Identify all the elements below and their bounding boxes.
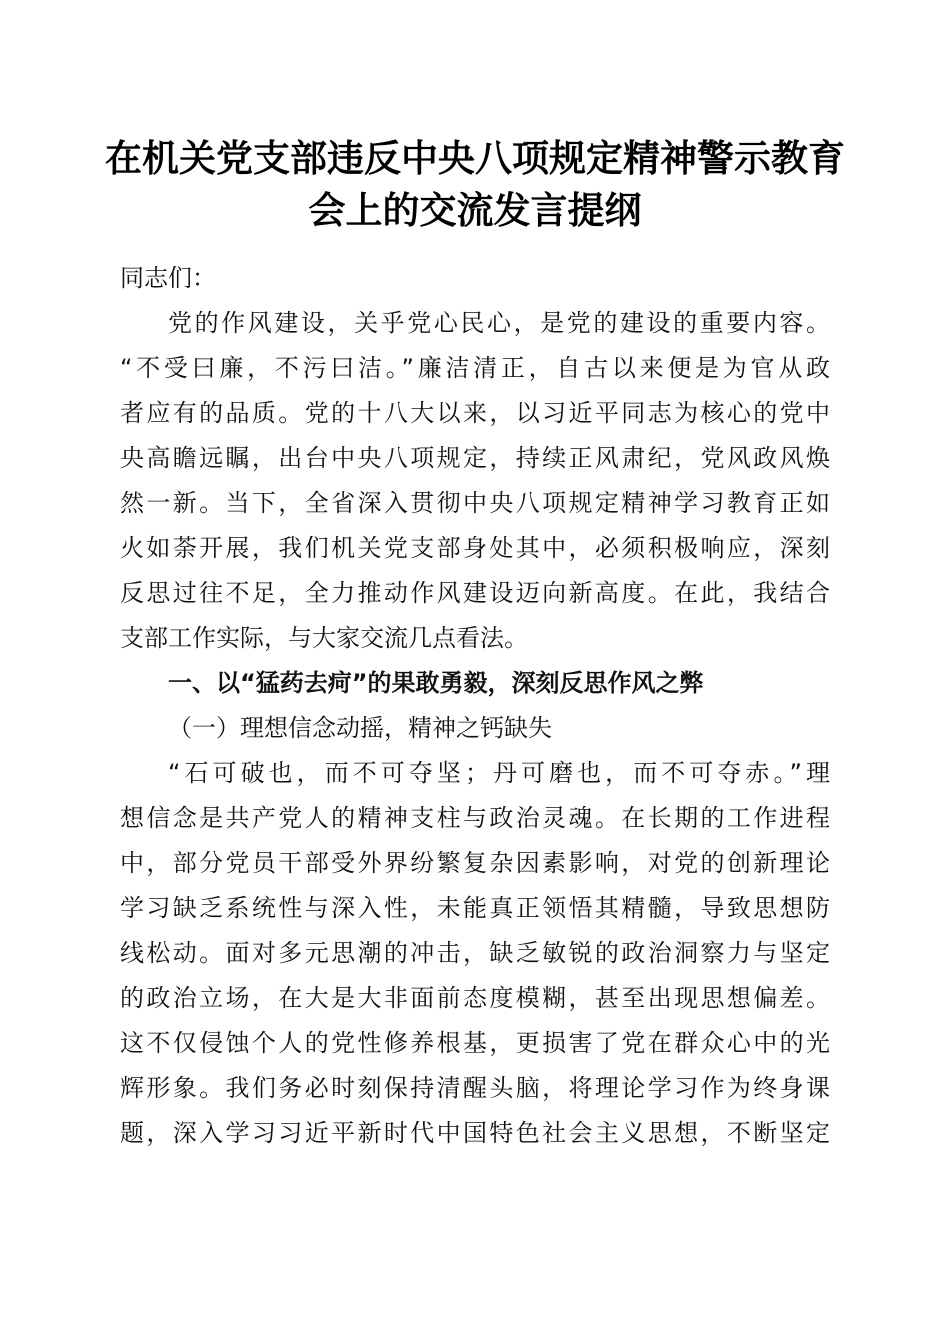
- paragraph-1-line: “不受曰廉，不污曰洁。”廉洁清正，自古以来便是为官从政: [120, 354, 830, 382]
- paragraph-2-line: 中，部分党员干部受外界纷繁复杂因素影响，对党的创新理论: [120, 849, 830, 877]
- paragraph-2-line: 学习缺乏系统性与深入性，未能真正领悟其精髓，导致思想防: [120, 894, 830, 922]
- paragraph-2-line: 的政治立场，在大是大非面前态度模糊，甚至出现思想偏差。: [120, 984, 830, 1012]
- section-heading: 一、以“猛药去疴”的果敢勇毅，深刻反思作风之弊: [168, 669, 704, 697]
- paragraph-1-line: 党的作风建设，关乎党心民心，是党的建设的重要内容。: [168, 309, 830, 337]
- salutation: 同志们：: [120, 264, 216, 292]
- paragraph-1-line: 反思过往不足，全力推动作风建设迈向新高度。在此，我结合: [120, 579, 830, 607]
- paragraph-1-line: 央高瞻远瞩，出台中央八项规定，持续正风肃纪，党风政风焕: [120, 444, 830, 472]
- paragraph-1-line: 者应有的品质。党的十八大以来，以习近平同志为核心的党中: [120, 399, 830, 427]
- title-line-2: 会上的交流发言提纲: [308, 188, 642, 232]
- paragraph-2-line: “石可破也，而不可夺坚；丹可磨也，而不可夺赤。”理: [168, 759, 830, 787]
- paragraph-2-line: 辉形象。我们务必时刻保持清醒头脑，将理论学习作为终身课: [120, 1074, 830, 1102]
- paragraph-1-line: 火如荼开展，我们机关党支部身处其中，必须积极响应，深刻: [120, 534, 830, 562]
- title-line-1: 在机关党支部违反中央八项规定精神警示教育: [105, 136, 845, 180]
- subsection-heading: （一）理想信念动摇，精神之钙缺失: [168, 714, 552, 742]
- paragraph-2-line: 这不仅侵蚀个人的党性修养根基，更损害了党在群众心中的光: [120, 1029, 830, 1057]
- paragraph-1-line: 支部工作实际，与大家交流几点看法。: [120, 624, 528, 652]
- paragraph-2-line: 题，深入学习习近平新时代中国特色社会主义思想，不断坚定: [120, 1119, 830, 1147]
- document-body: [120, 256, 830, 1156]
- paragraph-2-line: 想信念是共产党人的精神支柱与政治灵魂。在长期的工作进程: [120, 804, 830, 832]
- paragraph-1-line: 然一新。当下，全省深入贯彻中央八项规定精神学习教育正如: [120, 489, 830, 517]
- document-title: [100, 132, 850, 236]
- paragraph-2-line: 线松动。面对多元思潮的冲击，缺乏敏锐的政治洞察力与坚定: [120, 939, 830, 967]
